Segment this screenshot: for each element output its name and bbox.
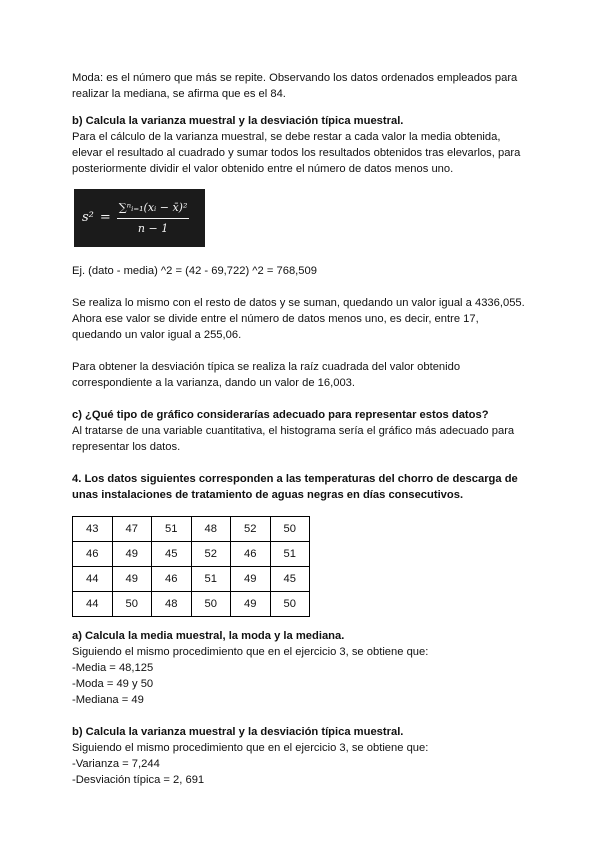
table-cell: 52	[191, 542, 231, 567]
table-cell: 46	[152, 567, 192, 592]
variance-formula-image	[74, 189, 205, 247]
document-page	[72, 70, 532, 788]
moda-text-line-2: realizar la mediana, se afirma que es el 84.	[72, 88, 286, 100]
table-cell: 45	[152, 542, 192, 567]
table-cell: 46	[73, 542, 113, 567]
table-cell: 49	[231, 567, 271, 592]
table-cell: 46	[231, 542, 271, 567]
table-row	[73, 517, 310, 542]
section-b2-text: Siguiendo el mismo procedimiento que en el ejercicio 3, se obtiene que:	[72, 742, 429, 754]
result-varianza: -Varianza = 7,244	[72, 758, 160, 770]
table-row	[73, 592, 310, 617]
section-c-text-line-2: representar los datos.	[72, 441, 181, 453]
table-cell: 52	[231, 517, 271, 542]
table-cell: 49	[112, 542, 152, 567]
std-dev-text-line-1: Para obtener la desviación típica se realiza la raíz cuadrada del valor obtenido	[72, 361, 461, 373]
example-calculation: Ej. (dato - media) ^2 = (42 - 69,722) ^2 = 768,509	[72, 265, 317, 277]
sum-text-line-2: Ahora ese valor se divide entre el número de datos menos uno, es decir, entre 17,	[72, 313, 479, 325]
table-cell: 49	[231, 592, 271, 617]
result-mediana: -Mediana = 49	[72, 694, 144, 706]
table-cell: 50	[112, 592, 152, 617]
formula-lhs: s²	[82, 210, 94, 225]
question-4-heading-line-2: unas instalaciones de tratamiento de aguas negras en días consecutivos.	[72, 489, 464, 501]
table-cell: 50	[270, 517, 310, 542]
table-cell: 47	[112, 517, 152, 542]
result-desviacion: -Desviación típica = 2, 691	[72, 774, 205, 786]
formula-numerator: ∑ⁿᵢ₌₁(xᵢ − x̄)²	[117, 200, 190, 219]
section-a2-heading: a) Calcula la media muestral, la moda y la mediana.	[72, 630, 345, 642]
section-b-text-line-3: posteriormente dividir el valor obtenido entre el número de datos menos uno.	[72, 163, 454, 175]
std-dev-text-line-2: correspondiente a la varianza, dando un valor de 16,003.	[72, 377, 355, 389]
formula-equals: =	[99, 210, 111, 225]
table-cell: 51	[191, 567, 231, 592]
table-cell: 44	[73, 567, 113, 592]
sum-text-line-3: quedando un valor igual a 255,06.	[72, 329, 242, 341]
table-cell: 49	[112, 567, 152, 592]
table-cell: 48	[152, 592, 192, 617]
table-row	[73, 542, 310, 567]
table-cell: 51	[152, 517, 192, 542]
sum-text-line-1: Se realiza lo mismo con el resto de datos y se suman, quedando un valor igual a 4336,055.	[72, 297, 525, 309]
section-b-text-line-1: Para el cálculo de la varianza muestral, se debe restar a cada valor la media obtenida,	[72, 131, 501, 143]
section-c-text-line-1: Al tratarse de una variable cuantitativa, el histograma sería el gráfico más adecuado para	[72, 425, 515, 437]
table-cell: 50	[270, 592, 310, 617]
table-cell: 43	[73, 517, 113, 542]
formula-fraction	[117, 200, 190, 237]
section-b-text-line-2: elevar el resultado al cuadrado y sumar todos los resultados obtenidos tras elevarlos, para	[72, 147, 521, 159]
table-cell: 50	[191, 592, 231, 617]
question-4-heading-line-1: 4. Los datos siguientes corresponden a las temperaturas del chorro de descarga de	[72, 473, 518, 485]
table-row	[73, 567, 310, 592]
moda-text-line-1: Moda: es el número que más se repite. Observando los datos ordenados empleados para	[72, 72, 518, 84]
formula-denominator: n − 1	[137, 221, 169, 235]
table-cell: 51	[270, 542, 310, 567]
table-cell: 48	[191, 517, 231, 542]
section-c-heading: c) ¿Qué tipo de gráfico considerarías adecuado para representar estos datos?	[72, 409, 489, 421]
table-cell: 45	[270, 567, 310, 592]
temperature-data-table	[72, 516, 310, 617]
section-b2-heading: b) Calcula la varianza muestral y la desviación típica muestral.	[72, 726, 404, 738]
result-media: -Media = 48,125	[72, 662, 154, 674]
section-a2-text: Siguiendo el mismo procedimiento que en el ejercicio 3, se obtiene que:	[72, 646, 429, 658]
result-moda: -Moda = 49 y 50	[72, 678, 154, 690]
section-b-heading: b) Calcula la varianza muestral y la desviación típica muestral.	[72, 115, 404, 127]
table-cell: 44	[73, 592, 113, 617]
